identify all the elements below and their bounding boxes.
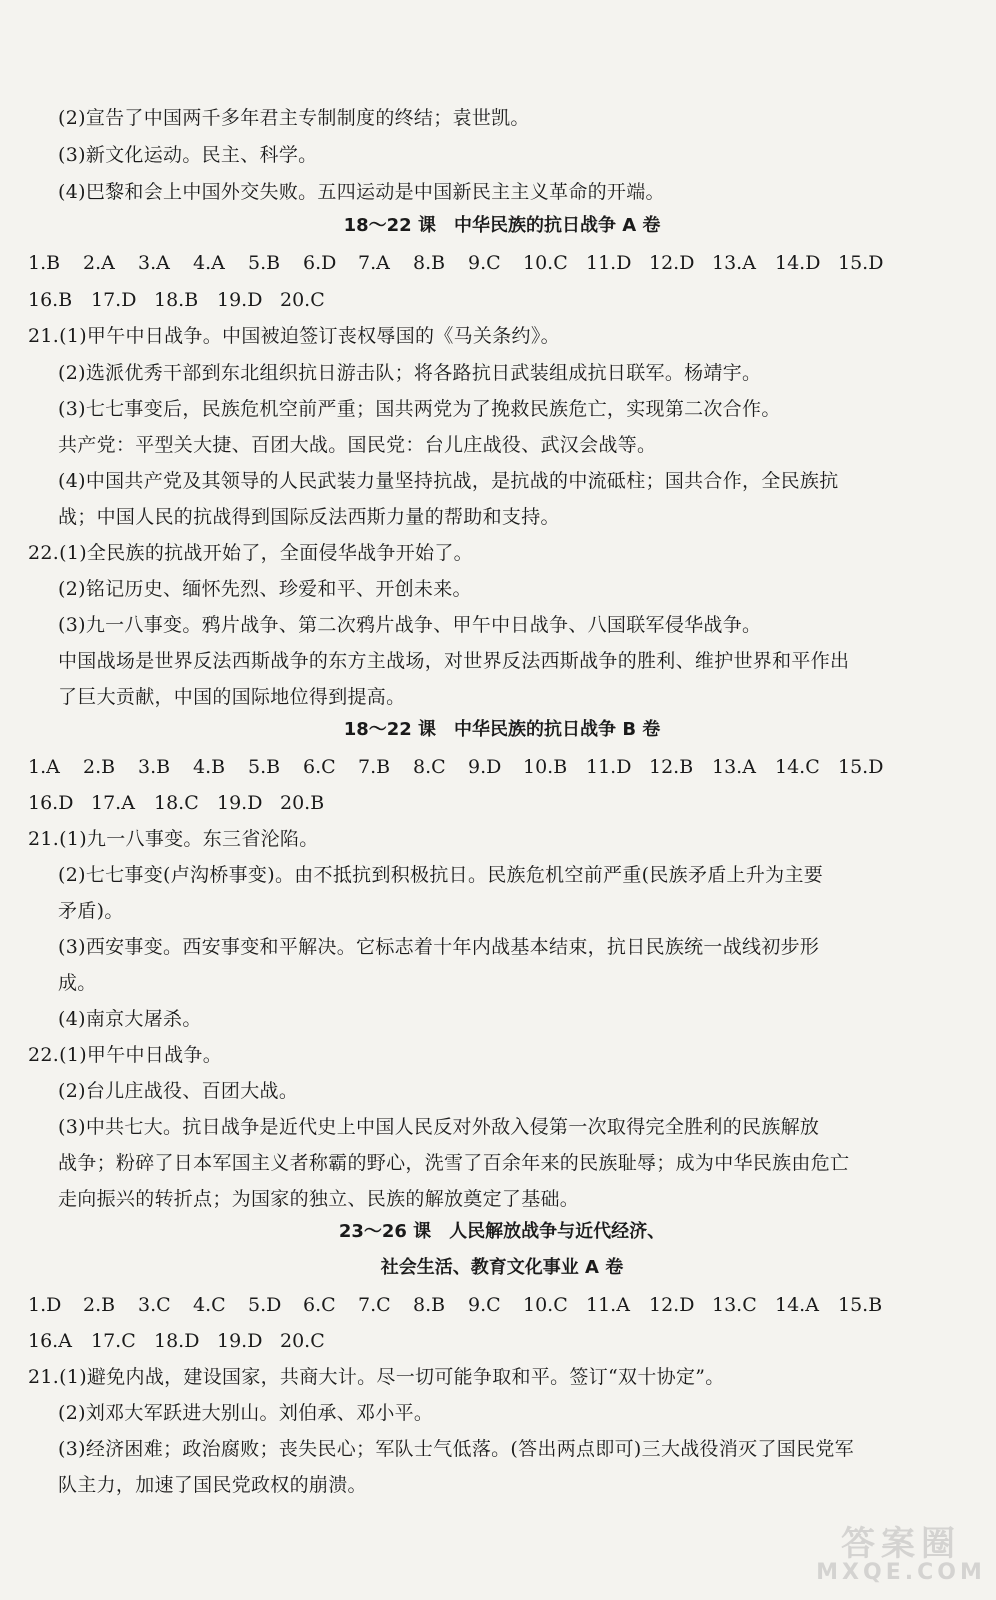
answer-item: 6.C	[303, 1294, 336, 1316]
text-line: (3)中共七大。抗日战争是近代史上中国人民反对外敌入侵第一次取得完全胜利的民族解放	[58, 1116, 820, 1138]
answer-item: 1.B	[28, 252, 61, 274]
answer-item: 18.B	[154, 289, 199, 311]
answer-item: 5.B	[248, 756, 281, 778]
text-line: (2)宣告了中国两千多年君主专制制度的终结；袁世凯。	[58, 107, 530, 129]
text-line: (4)南京大屠杀。	[58, 1008, 202, 1030]
answer-item: 10.B	[523, 756, 568, 778]
answer-item: 16.D	[28, 792, 74, 814]
answer-item: 14.C	[775, 756, 820, 778]
answer-item: 1.A	[28, 756, 60, 778]
answer-item: 8.C	[413, 756, 446, 778]
answer-item: 17.A	[91, 792, 135, 814]
answer-item: 5.D	[248, 1294, 282, 1316]
text-line: (3)经济困难；政治腐败；丧失民心；军队士气低落。(答出两点即可)三大战役消灭了国民党军	[58, 1438, 854, 1460]
answer-item: 6.D	[303, 252, 337, 274]
text-line: (2)选派优秀干部到东北组织抗日游击队；将各路抗日武装组成抗日联军。杨靖宇。	[58, 362, 762, 384]
answer-row	[28, 1293, 901, 1317]
answer-row	[28, 791, 343, 815]
section-heading: 23～26 课 人民解放战争与近代经济、	[338, 1221, 666, 1242]
answer-item: 20.C	[280, 289, 325, 311]
text-line: (2)刘邓大军跃进大别山。刘伯承、邓小平。	[58, 1402, 434, 1424]
text-line: 成。	[58, 972, 97, 994]
text-line: 战；中国人民的抗战得到国际反法西斯力量的帮助和支持。	[58, 506, 560, 528]
answer-row	[28, 288, 343, 312]
answer-item: 4.B	[193, 756, 226, 778]
text-line: 21.(1)九一八事变。东三省沦陷。	[28, 828, 319, 850]
answer-item: 3.A	[138, 252, 170, 274]
answer-item: 9.C	[468, 1294, 501, 1316]
watermark-text: 答案圈	[841, 1524, 961, 1564]
text-line: 战争；粉碎了日本军国主义者称霸的野心，洗雪了百余年来的民族耻辱；成为中华民族由危亡	[58, 1152, 850, 1174]
answer-item: 20.C	[280, 1330, 325, 1352]
text-line: (2)台儿庄战役、百团大战。	[58, 1080, 299, 1102]
answer-item: 19.D	[217, 289, 263, 311]
answer-item: 9.C	[468, 252, 501, 274]
answer-item: 5.B	[248, 252, 281, 274]
answer-item: 12.D	[649, 1294, 695, 1316]
text-line: 中国战场是世界反法西斯战争的东方主战场，对世界反法西斯战争的胜利、维护世界和平作出	[58, 650, 850, 672]
answer-item: 15.B	[838, 1294, 883, 1316]
text-line: 21.(1)甲午中日战争。中国被迫签订丧权辱国的《马关条约》。	[28, 325, 560, 347]
answer-item: 13.A	[712, 252, 756, 274]
text-line: 22.(1)全民族的抗战开始了，全面侵华战争开始了。	[28, 542, 473, 564]
text-line: 共产党：平型关大捷、百团大战。国民党：台儿庄战役、武汉会战等。	[58, 434, 657, 456]
answer-item: 20.B	[280, 792, 325, 814]
answer-item: 13.A	[712, 756, 756, 778]
answer-item: 4.A	[193, 252, 225, 274]
answer-item: 19.D	[217, 792, 263, 814]
answer-item: 18.C	[154, 792, 199, 814]
answer-item: 14.D	[775, 252, 821, 274]
text-line: 矛盾)。	[58, 900, 124, 922]
section-heading: 18～22 课 中华民族的抗日战争 B 卷	[343, 719, 661, 740]
answer-item: 12.B	[649, 756, 694, 778]
answer-item: 14.A	[775, 1294, 819, 1316]
answer-item: 15.D	[838, 252, 884, 274]
answer-row	[28, 251, 901, 275]
answer-item: 11.D	[586, 252, 632, 274]
answer-item: 4.C	[193, 1294, 226, 1316]
answer-item: 19.D	[217, 1330, 263, 1352]
answer-item: 10.C	[523, 252, 568, 274]
section-heading: 18～22 课 中华民族的抗日战争 A 卷	[343, 215, 661, 236]
section-heading: 社会生活、教育文化事业 A 卷	[380, 1257, 624, 1278]
answer-item: 2.A	[83, 252, 115, 274]
text-line: 了巨大贡献，中国的国际地位得到提高。	[58, 686, 406, 708]
answer-item: 7.A	[358, 252, 390, 274]
answer-item: 18.D	[154, 1330, 200, 1352]
answer-item: 2.B	[83, 756, 116, 778]
answer-item: 2.B	[83, 1294, 116, 1316]
text-line: (4)中国共产党及其领导的人民武装力量坚持抗战，是抗战的中流砥柱；国共合作，全民族抗	[58, 470, 839, 492]
answer-item: 11.D	[586, 756, 632, 778]
answer-item: 11.A	[586, 1294, 630, 1316]
text-line: (3)西安事变。西安事变和平解决。它标志着十年内战基本结束，抗日民族统一战线初步形	[58, 936, 820, 958]
answer-item: 16.B	[28, 289, 73, 311]
text-line: (3)新文化运动。民主、科学。	[58, 144, 318, 166]
text-line: 21.(1)避免内战，建设国家，共商大计。尽一切可能争取和平。签订“双十协定”。	[28, 1366, 725, 1388]
answer-item: 3.C	[138, 1294, 171, 1316]
answer-item: 7.C	[358, 1294, 391, 1316]
text-line: (2)七七事变(卢沟桥事变)。由不抵抗到积极抗日。民族危机空前严重(民族矛盾上升为主要	[58, 864, 824, 886]
answer-item: 15.D	[838, 756, 884, 778]
text-line: 队主力，加速了国民党政权的崩溃。	[58, 1474, 367, 1496]
answer-row	[28, 755, 901, 779]
answer-item: 17.C	[91, 1330, 136, 1352]
answer-item: 7.B	[358, 756, 391, 778]
answer-item: 10.C	[523, 1294, 568, 1316]
answer-item: 12.D	[649, 252, 695, 274]
text-line: (4)巴黎和会上中国外交失败。五四运动是中国新民主主义革命的开端。	[58, 181, 665, 203]
watermark-url: MXQE.COM	[816, 1560, 986, 1585]
text-line: 22.(1)甲午中日战争。	[28, 1044, 223, 1066]
text-line: (2)铭记历史、缅怀先烈、珍爱和平、开创未来。	[58, 578, 472, 600]
answer-item: 16.A	[28, 1330, 72, 1352]
watermark-logo	[816, 1516, 986, 1588]
answer-item: 13.C	[712, 1294, 757, 1316]
answer-item: 8.B	[413, 1294, 446, 1316]
answer-item: 9.D	[468, 756, 502, 778]
answer-row	[28, 1329, 343, 1353]
answer-item: 17.D	[91, 289, 137, 311]
answer-item: 1.D	[28, 1294, 62, 1316]
text-line: (3)七七事变后，民族危机空前严重；国共两党为了挽救民族危亡，实现第二次合作。	[58, 398, 781, 420]
answer-item: 8.B	[413, 252, 446, 274]
text-line: (3)九一八事变。鸦片战争、第二次鸦片战争、甲午中日战争、八国联军侵华战争。	[58, 614, 762, 636]
answer-item: 3.B	[138, 756, 171, 778]
answer-item: 6.C	[303, 756, 336, 778]
text-line: 走向振兴的转折点；为国家的独立、民族的解放奠定了基础。	[58, 1188, 580, 1210]
